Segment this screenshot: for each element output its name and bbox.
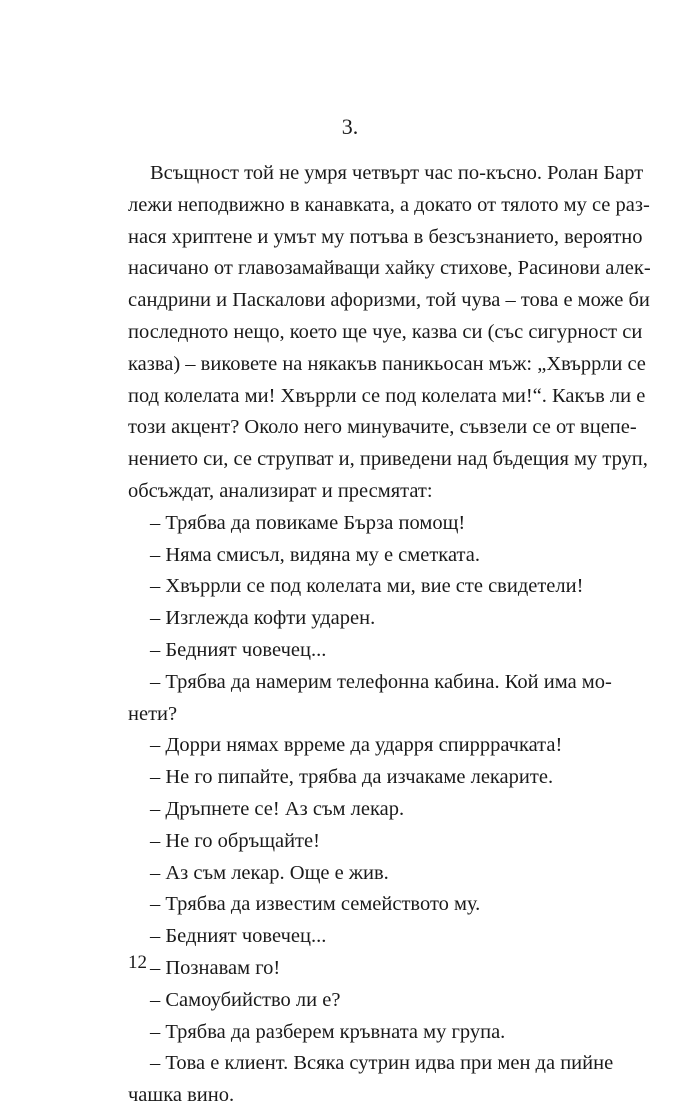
- text-line: Всъщност той не умря четвърт час по-късно. Ролан Барт: [150, 162, 644, 184]
- text-line: този акцент? Около него минувачите, съвзели се от вцепе-: [128, 416, 637, 439]
- text-line: казва) – виковете на някакъв паникьосан мъж: „Хвъррли се: [128, 352, 646, 375]
- dialogue-line: – Познавам го!: [150, 956, 281, 979]
- text-line: насичано от главозамайващи хайку стихове, Расинови алек-: [128, 257, 651, 280]
- dialogue-line: – Трябва да намерим телефонна кабина. Кой има мо-: [150, 670, 612, 693]
- dialogue-line: – Дръпнете се! Аз съм лекар.: [150, 797, 405, 820]
- text-line: лежи неподвижно в канавката, а докато от тялото му се раз-: [128, 193, 650, 216]
- text-line: под колелата ми! Хвъррли се под колелата ми!“. Какъв ли е: [128, 384, 646, 407]
- dialogue-line: – Това е клиент. Всяка сутрин идва при мен да пийне: [150, 1052, 614, 1075]
- chapter-heading: 3.: [341, 114, 359, 139]
- dialogue-line: – Не го пипайте, трябва да изчакаме лекарите.: [150, 766, 554, 789]
- dialogue-line: – Бедният човечец...: [150, 638, 327, 661]
- dialogue-line: – Трябва да повикаме Бърза помощ!: [150, 511, 466, 534]
- dialogue-line: – Бедният човечец...: [150, 925, 327, 948]
- dialogue-line: – Трябва да разберем кръвната му група.: [150, 1020, 506, 1043]
- dialogue-line: – Дорри нямах врреме да ударря спирррачката!: [150, 734, 563, 757]
- body-text: [128, 158, 651, 1112]
- dialogue-line: чашка вино.: [128, 1084, 235, 1107]
- dialogue-line: – Самоубийство ли е?: [150, 988, 341, 1011]
- dialogue-line: – Няма смисъл, видяна му е сметката.: [150, 543, 480, 566]
- dialogue-line: – Трябва да известим семейството му.: [150, 893, 481, 916]
- text-line: обсъждат, анализират и пресмятат:: [128, 479, 433, 502]
- text-line: сандрини и Паскалови афоризми, той чува – това е може би: [128, 289, 650, 312]
- dialogue-line: – Аз съм лекар. Още е жив.: [150, 861, 389, 884]
- text-line: нася хриптене и умът му потъва в безсъзнанието, вероятно: [128, 225, 643, 248]
- dialogue-line: нети?: [128, 702, 178, 725]
- text-line: нението си, се струпват и, приведени над бъдещия му труп,: [128, 448, 648, 471]
- dialogue-line: – Хвъррли се под колелата ми, вие сте свидетели!: [150, 575, 584, 598]
- dialogue-line: – Не го обръщайте!: [150, 829, 320, 852]
- text-line: последното нещо, което ще чуе, казва си (със сигурност си: [128, 320, 643, 343]
- dialogue-line: – Изглежда кофти ударен.: [150, 607, 376, 630]
- page-number: 12: [128, 952, 147, 973]
